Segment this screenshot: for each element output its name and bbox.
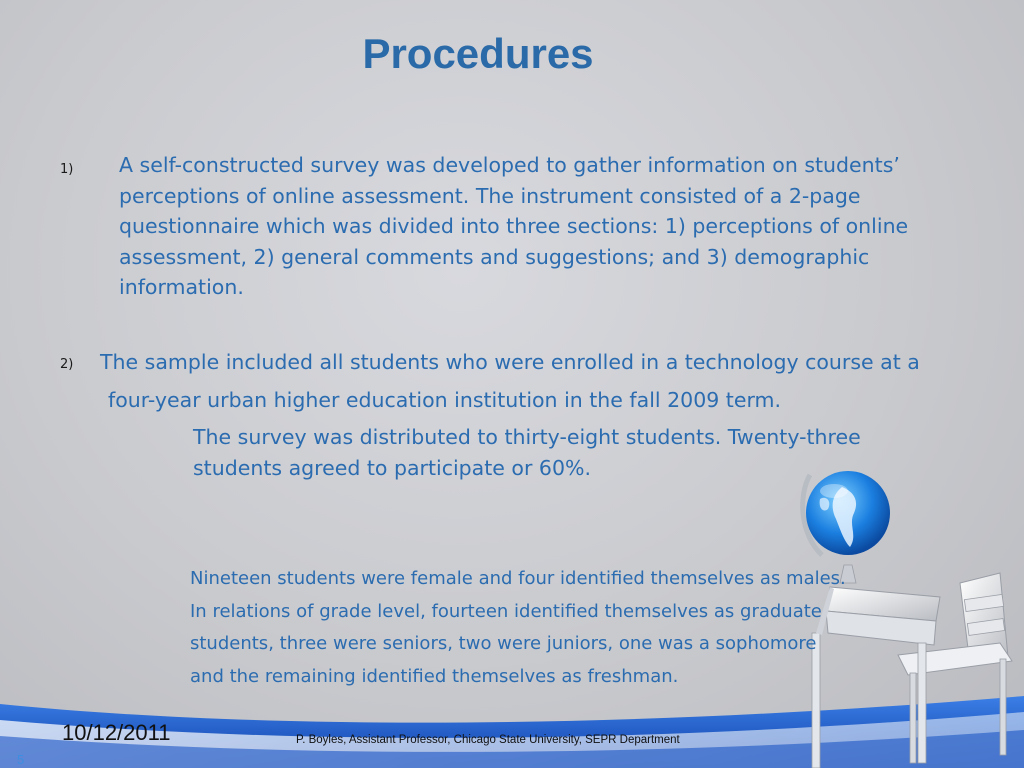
demographics-line: students, three were seniors, two were juniors, one was a sophomore: [190, 633, 817, 654]
slide-title: Procedures: [362, 30, 594, 77]
demographics-line: In relations of grade level, fourteen identified themselves as graduate: [190, 600, 822, 622]
list-marker-2: 2): [60, 357, 74, 372]
demographics-line: Nineteen students were female and four identified themselves as males.: [190, 568, 846, 589]
slide-number: 5: [17, 752, 25, 767]
list-item-1-line: perceptions of online assessment. The instrument consisted of a 2-page: [119, 183, 861, 208]
list-item-2-line-1: The sample included all students who were enrolled in a technology course at a: [100, 350, 920, 374]
demographics-paragraph: [190, 563, 846, 693]
list-item-1-line: information.: [119, 275, 244, 299]
list-item-1: [119, 150, 908, 303]
survey-paragraph: [193, 422, 861, 483]
footer-credit: P. Boyles, Assistant Professor, Chicago State University, SEPR Department: [296, 734, 680, 746]
survey-paragraph-line: The survey was distributed to thirty-eight students. Twenty-three: [193, 425, 861, 449]
list-marker-1: 1): [60, 162, 74, 177]
list-item-1-line: A self-constructed survey was developed to gather information on students’: [119, 153, 900, 177]
list-item-1-line: questionnaire which was divided into three sections: 1) perceptions of online: [119, 214, 909, 238]
demographics-line: and the remaining identified themselves as freshman.: [190, 665, 679, 687]
list-item-2-line-2: four-year urban higher education institution in the fall 2009 term.: [108, 388, 782, 412]
list-item-1-line: assessment, 2) general comments and suggestions; and 3) demographic: [119, 244, 870, 269]
footer-date: 10/12/2011: [62, 720, 171, 745]
survey-paragraph-line: students agreed to participate or 60%.: [193, 455, 591, 480]
